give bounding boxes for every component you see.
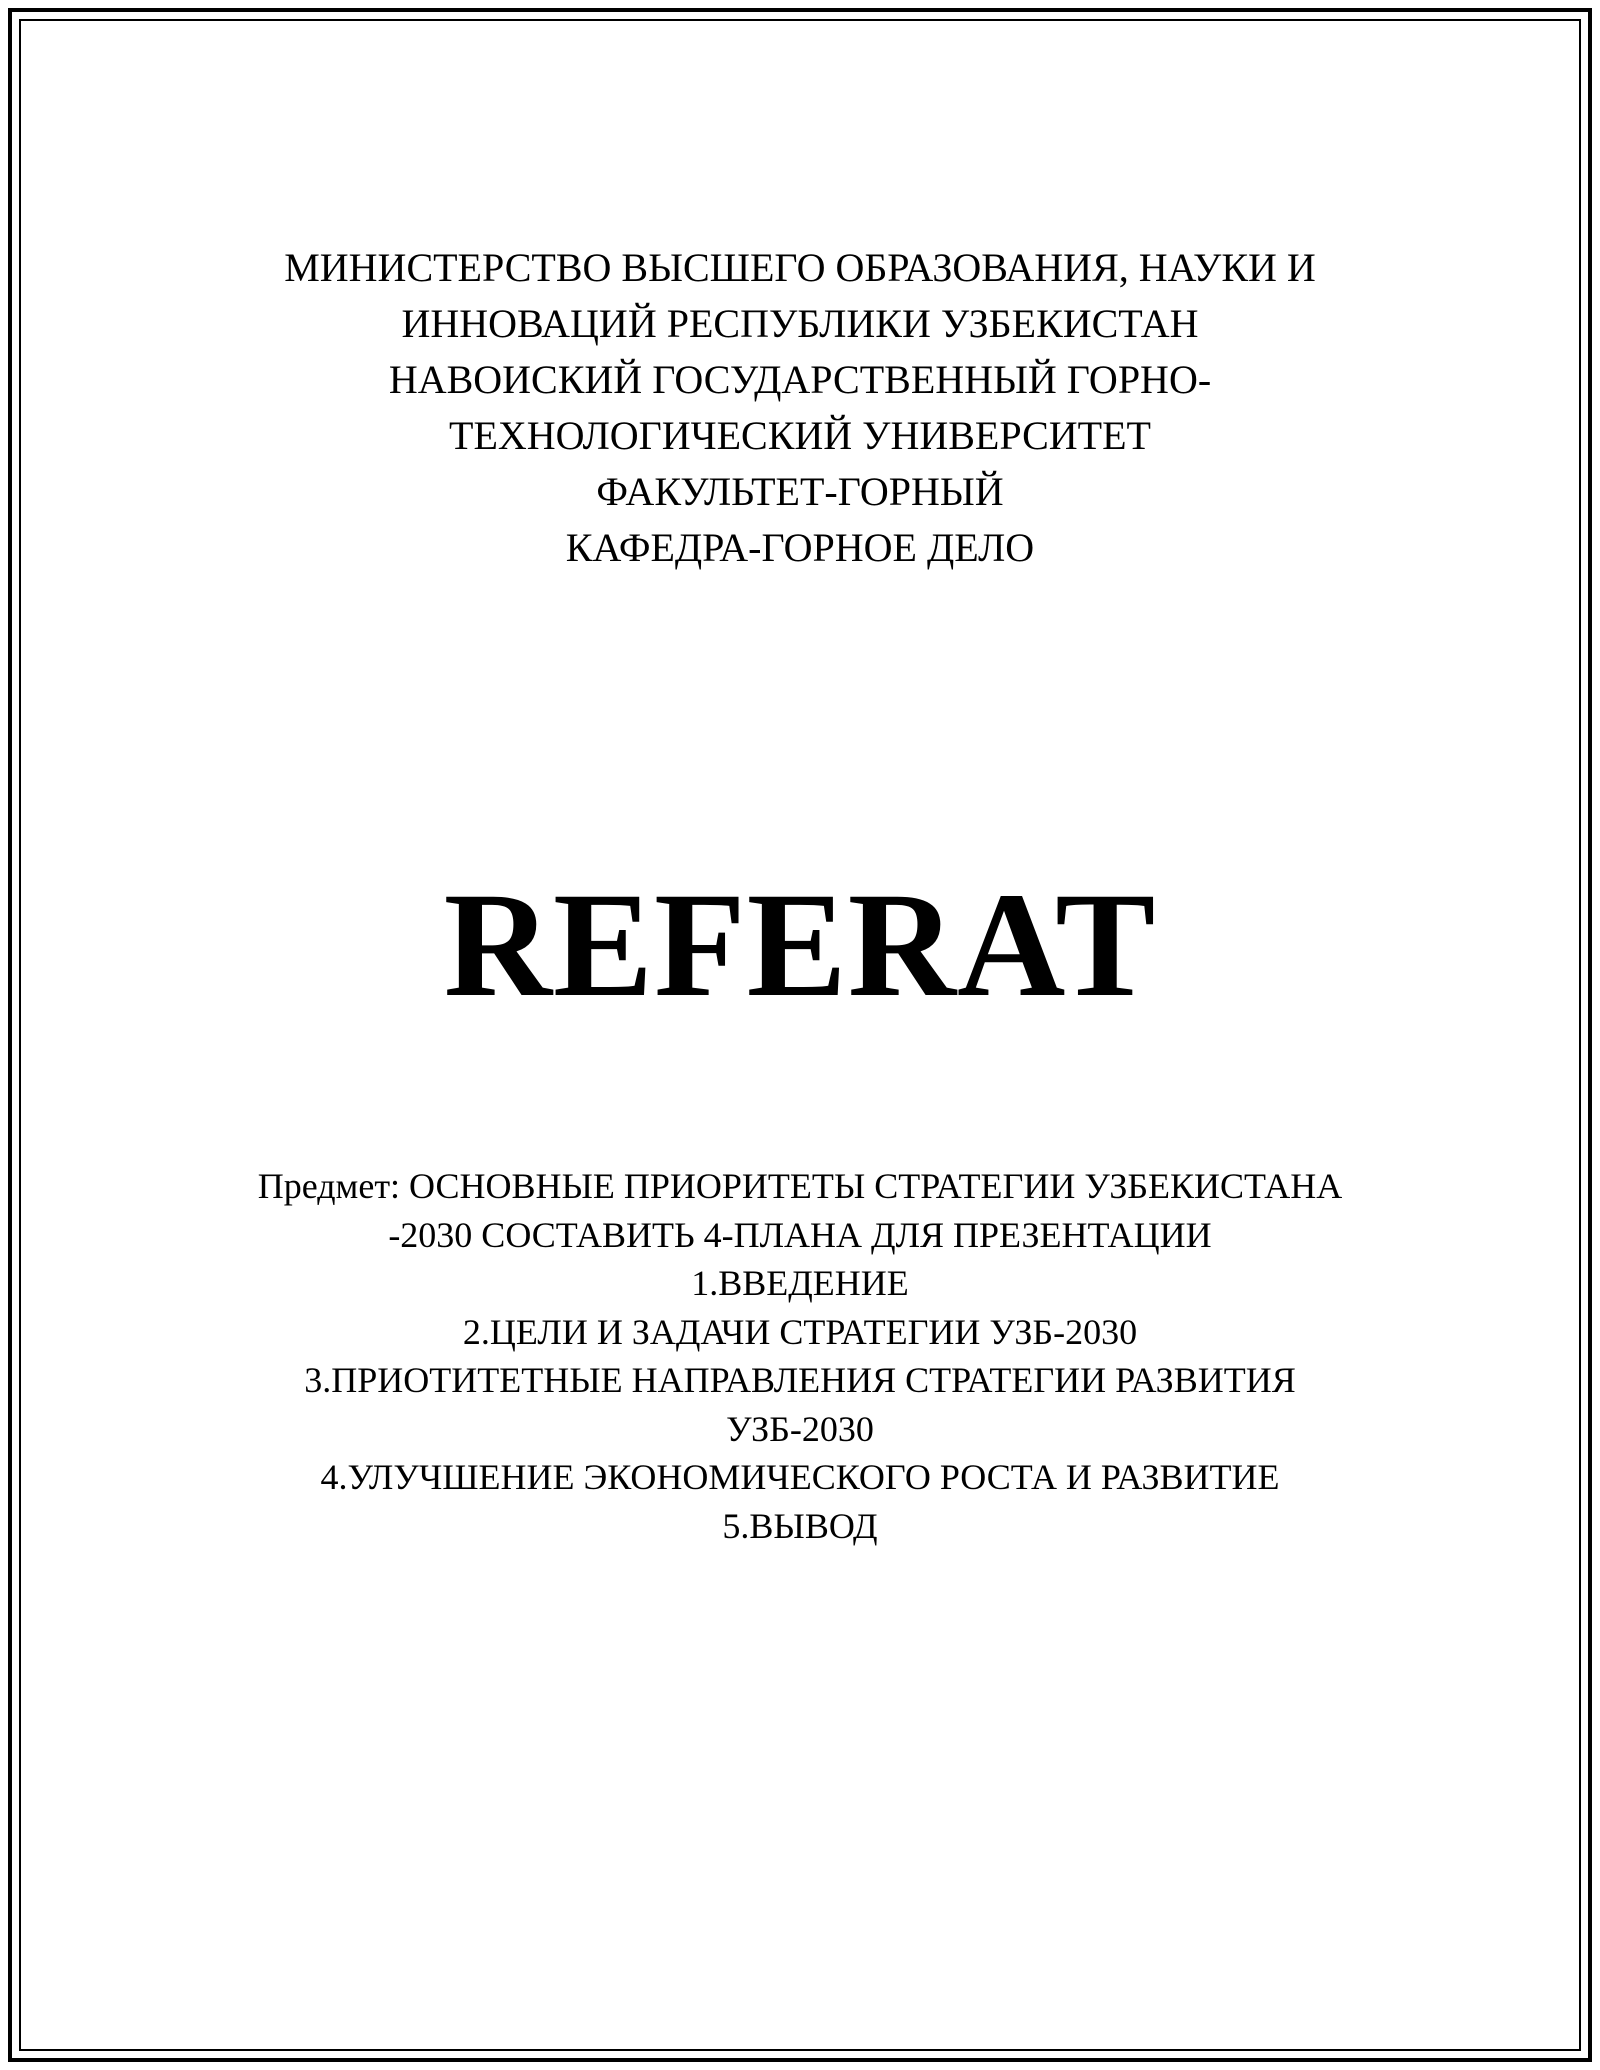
header-line: ФАКУЛЬТЕТ-ГОРНЫЙ	[596, 469, 1004, 514]
header-line: МИНИСТЕРСТВО ВЫСШЕГО ОБРАЗОВАНИЯ, НАУКИ И	[284, 245, 1316, 290]
plan-item: 2.ЦЕЛИ И ЗАДАЧИ СТРАТЕГИИ УЗБ-2030	[462, 1311, 1138, 1352]
plan-item: 1.ВВЕДЕНИЕ	[691, 1263, 909, 1303]
plan-item: 4.УЛУЧШЕНИЕ ЭКОНОМИЧЕСКОГО РОСТА И РАЗВИТИЕ	[320, 1457, 1280, 1497]
plan-item: УЗБ-2030	[726, 1408, 874, 1449]
plan-item: 3.ПРИОТИТЕТНЫЕ НАПРАВЛЕНИЯ СТРАТЕГИИ РАЗВИТИЯ	[304, 1360, 1296, 1400]
plan-item: 5.ВЫВОД	[722, 1505, 878, 1546]
header-line: ИННОВАЦИЙ РЕСПУБЛИКИ УЗБЕКИСТАН	[401, 301, 1199, 346]
header-line: ТЕХНОЛОГИЧЕСКИЙ УНИВЕРСИТЕТ	[449, 413, 1151, 458]
subject-line: Предмет: ОСНОВНЫЕ ПРИОРИТЕТЫ СТРАТЕГИИ УЗБЕКИСТАНА	[257, 1166, 1343, 1206]
document-title: REFERAT	[443, 862, 1157, 1028]
institution-header	[0, 240, 1600, 576]
subject-block	[0, 1162, 1600, 1550]
subject-line: -2030 СОСТАВИТЬ 4-ПЛАНА ДЛЯ ПРЕЗЕНТАЦИИ	[388, 1214, 1212, 1255]
header-line: КАФЕДРА-ГОРНОЕ ДЕЛО	[565, 525, 1035, 570]
header-line: НАВОИСКИЙ ГОСУДАРСТВЕННЫЙ ГОРНО-	[388, 357, 1212, 402]
